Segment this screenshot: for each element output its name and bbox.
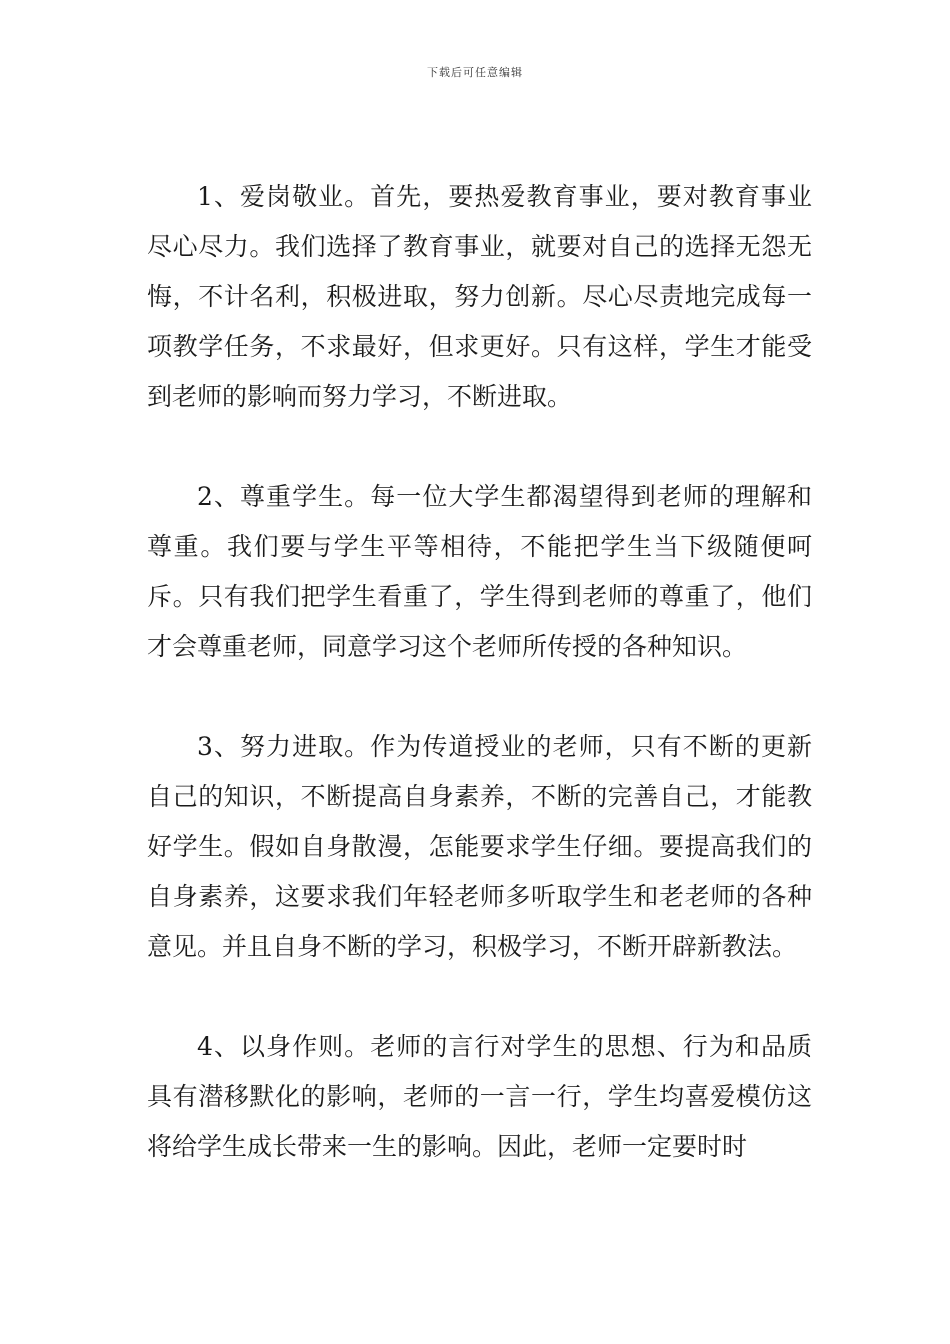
paragraph-4: 4、以身作则。老师的言行对学生的思想、行为和品质具有潜移默化的影响，老师的一言一行，学生均喜爱模仿这将给学生成长带来一生的影响。因此，老师一定要时时 [147,1032,812,1161]
paragraph-2: 2、尊重学生。每一位大学生都渴望得到老师的理解和尊重。我们要与学生平等相待，不能把学生当下级随便呵斥。只有我们把学生看重了，学生得到老师的尊重了，他们才会尊重老师，同意学习这个老师所传授的各种知识。 [147,482,812,661]
paragraph-1: 1、爱岗敬业。首先，要热爱教育事业，要对教育事业尽心尽力。我们选择了教育事业，就要对自己的选择无怨无悔，不计名利，积极进取，努力创新。尽心尽责地完成每一项教学任务，不求最好，但求更好。只有这样，学生才能受到老师的影响而努力学习，不断进取。 [147,182,812,411]
document-body [147,172,812,1172]
header-note: 下载后可任意编辑 [427,66,523,79]
paragraph-3: 3、努力进取。作为传道授业的老师，只有不断的更新自己的知识，不断提高自身素养，不断的完善自己，才能教好学生。假如自身散漫，怎能要求学生仔细。要提高我们的自身素养，这要求我们年轻老师多听取学生和老老师的各种意见。并且自身不断的学习，积极学习，不断开辟新教法。 [147,732,812,961]
